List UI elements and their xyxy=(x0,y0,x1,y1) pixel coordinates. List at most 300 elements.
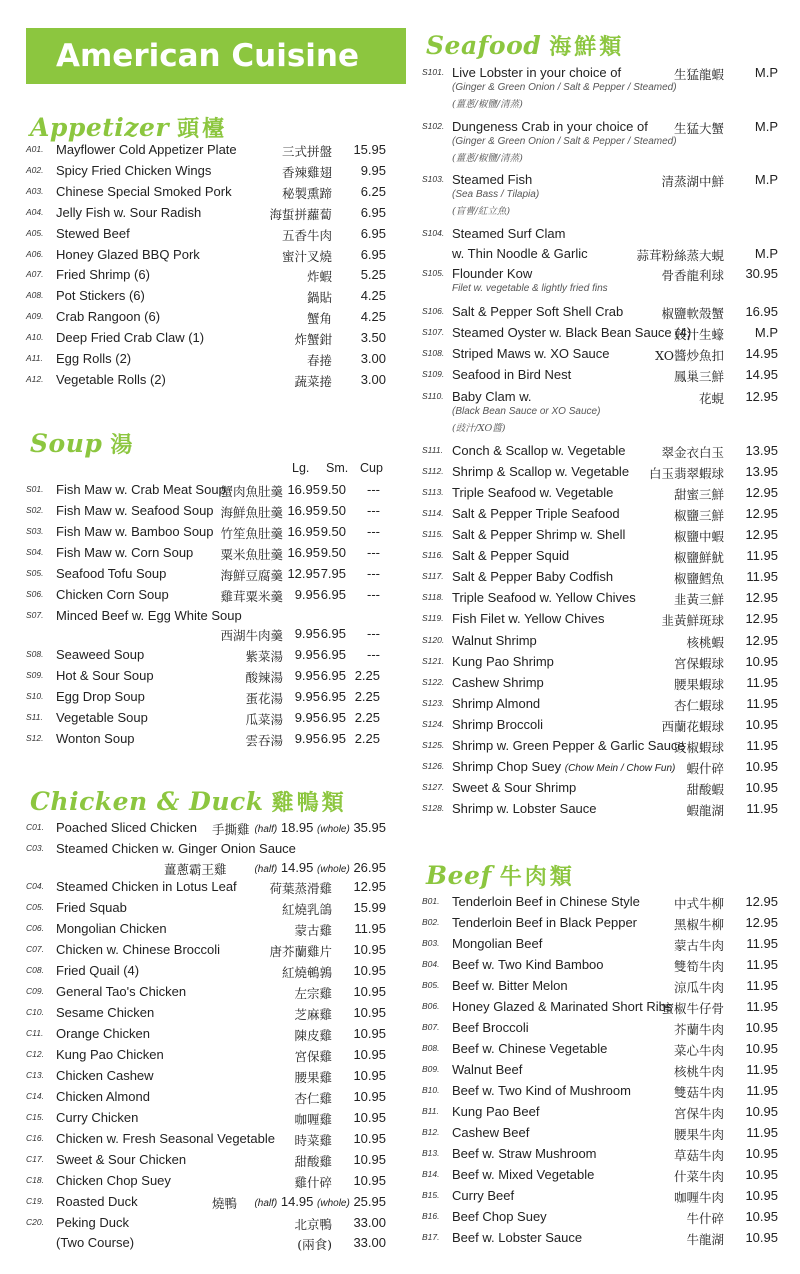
item-name: Fried Shrimp (6) xyxy=(56,267,150,283)
menu-item xyxy=(26,920,386,939)
item-name: Hot & Sour Soup xyxy=(56,668,154,683)
item-code: C20. xyxy=(26,1217,44,1227)
menu-item xyxy=(26,523,386,542)
item-price: 5.25 xyxy=(360,267,386,283)
item-name: Salt & Pepper Squid xyxy=(452,548,570,563)
menu-item xyxy=(26,840,386,859)
item-price: 10.95 xyxy=(353,984,386,999)
item-name-zh: 蝦什碎 xyxy=(686,761,724,776)
item-note: (Sea Bass / Tilapia) xyxy=(452,189,540,200)
item-price: M.P xyxy=(754,119,778,134)
item-name: Chicken Chop Suey xyxy=(56,1173,171,1188)
item-code: B05. xyxy=(422,980,440,990)
item-name: Baby Clam w. xyxy=(452,389,532,404)
half-whole-prices xyxy=(254,820,386,835)
item-name: Chicken Almond xyxy=(56,1089,150,1104)
item-price: 10.95 xyxy=(745,654,778,669)
menu-item xyxy=(26,287,386,306)
item-name: General Tao's Chicken xyxy=(56,984,187,999)
item-price: 6.95 xyxy=(360,246,386,262)
price-lg: 16.95 xyxy=(287,524,320,539)
price-cup: --- xyxy=(367,647,380,662)
item-name: Sweet & Sour Chicken xyxy=(56,1152,187,1167)
item-name: Jelly Fish w. Sour Radish xyxy=(56,204,202,220)
item-name-zh: 紫菜湯 xyxy=(245,649,283,664)
menu-item xyxy=(26,565,386,584)
item-name-zh: 甜酸雞 xyxy=(294,1154,332,1169)
item-name: Cashew Shrimp xyxy=(452,675,544,690)
price-sm: 6.95 xyxy=(320,668,346,683)
item-price: 10.95 xyxy=(353,942,386,957)
chicken-duck-heading xyxy=(30,786,347,817)
item-code: A07. xyxy=(26,269,44,280)
menu-item xyxy=(26,350,386,369)
item-code: S125. xyxy=(422,740,445,750)
item-price: 11.95 xyxy=(354,921,386,936)
item-name: Chicken w. Chinese Broccoli xyxy=(56,942,221,957)
price-cup: --- xyxy=(367,524,380,539)
item-note: (Ginger & Green Onion / Salt & Pepper / Steamed) xyxy=(452,82,677,93)
item-price: 13.95 xyxy=(745,464,778,479)
menu-item xyxy=(422,1061,778,1080)
item-name-zh: 蟹肉魚肚羹 xyxy=(220,484,283,499)
soup-header-sm: Sm. xyxy=(326,461,349,475)
item-name: Kung Pao Chicken xyxy=(56,1047,164,1062)
seafood-title-zh: 海鮮類 xyxy=(549,34,625,60)
item-name: Steamed Chicken w. Ginger Onion Sauce xyxy=(56,841,296,856)
price-sm: 9.50 xyxy=(320,545,346,560)
menu-item xyxy=(422,526,778,545)
item-name-zh: 腰果蝦球 xyxy=(673,677,724,692)
item-name-zh: 陳皮雞 xyxy=(294,1028,332,1043)
item-code: B06. xyxy=(422,1001,440,1011)
menu-item xyxy=(26,544,386,563)
item-code: S113. xyxy=(422,487,444,497)
price-cup: --- xyxy=(367,545,380,560)
price-lg: 9.95 xyxy=(294,587,320,602)
item-price: 33.00 xyxy=(353,1235,386,1250)
price-sm: 7.95 xyxy=(320,566,346,581)
price-cup: 2.25 xyxy=(354,710,380,725)
price-lg: 16.95 xyxy=(287,482,320,497)
price-lg: 9.95 xyxy=(294,626,320,641)
item-code: C10. xyxy=(26,1007,44,1017)
item-name: Salt & Pepper Triple Seafood xyxy=(452,506,620,521)
item-name-zh: 海鮮豆腐羹 xyxy=(220,568,283,583)
item-price: 10.95 xyxy=(353,963,386,978)
item-price: 10.95 xyxy=(353,1089,386,1104)
menu-item xyxy=(422,1208,778,1227)
item-price: 11.95 xyxy=(746,1125,778,1140)
item-price: 12.95 xyxy=(745,590,778,605)
item-name-zh: 雲吞湯 xyxy=(245,733,283,748)
menu-item xyxy=(422,505,778,524)
price-sm: 6.95 xyxy=(320,731,346,746)
item-price: 12.95 xyxy=(745,527,778,542)
menu-item xyxy=(26,371,386,390)
item-name-zh: 芝麻雞 xyxy=(294,1007,332,1022)
item-price: 10.95 xyxy=(353,1173,386,1188)
item-code: S02. xyxy=(26,505,44,515)
item-note-zh: (盲曹/紅立魚) xyxy=(452,206,511,217)
item-name: Egg Rolls (2) xyxy=(56,351,132,366)
half-whole-prices xyxy=(254,860,386,875)
price-lg: 9.95 xyxy=(294,731,320,746)
item-name: Walnut Shrimp xyxy=(452,633,537,648)
menu-item xyxy=(26,730,386,749)
item-price: 4.25 xyxy=(360,288,386,304)
item-code: S112. xyxy=(422,466,444,476)
item-name-zh: 蔬菜捲 xyxy=(294,373,332,389)
menu-item xyxy=(422,171,778,190)
item-name-zh: 杏仁蝦球 xyxy=(673,698,724,713)
item-name-zh: XO醬炒魚扣 xyxy=(655,348,724,363)
item-price: 11.95 xyxy=(746,738,778,753)
item-price: 10.95 xyxy=(745,1146,778,1161)
item-price: 12.95 xyxy=(353,879,386,894)
item-price: M.P xyxy=(754,246,778,261)
item-name: Curry Beef xyxy=(452,1188,515,1203)
item-name: Shrimp & Scallop w. Vegetable xyxy=(452,464,630,479)
item-price: 11.95 xyxy=(746,999,778,1014)
menu-item xyxy=(422,695,778,714)
item-price: 12.95 xyxy=(745,894,778,909)
price-sm: 9.50 xyxy=(320,482,346,497)
item-name-zh: 炸蟹鉗 xyxy=(294,332,332,348)
item-name-zh: 紅燒鵪鶉 xyxy=(281,965,332,980)
item-price: 10.95 xyxy=(745,1209,778,1224)
item-code: A10. xyxy=(26,332,44,343)
item-name: Beef Broccoli xyxy=(452,1020,529,1035)
item-name: Salt & Pepper Baby Codfish xyxy=(452,569,614,584)
item-code: B13. xyxy=(422,1148,440,1158)
item-note: (Ginger & Green Onion / Salt & Pepper / Steamed) xyxy=(452,136,677,147)
item-price: 33.00 xyxy=(353,1215,386,1230)
item-price: 11.95 xyxy=(746,569,778,584)
menu-item xyxy=(422,345,778,364)
item-name-zh: 腰果牛肉 xyxy=(673,1127,724,1142)
half-price: 18.95 xyxy=(280,820,314,835)
menu-item xyxy=(422,303,778,322)
item-name-zh: 薑蔥霸王雞 xyxy=(164,862,227,877)
item-code: C11. xyxy=(26,1028,44,1038)
item-price: 10.95 xyxy=(353,1152,386,1167)
item-code: S01. xyxy=(26,484,44,494)
item-price: 16.95 xyxy=(745,304,778,319)
item-name-zh: 蒙古雞 xyxy=(294,923,332,938)
item-price: 10.95 xyxy=(353,1131,386,1146)
price-cup: 2.25 xyxy=(354,668,380,683)
half-whole-prices xyxy=(254,1194,386,1209)
menu-item xyxy=(422,758,778,777)
item-code: C03. xyxy=(26,843,44,853)
item-name: Sweet & Sour Shrimp xyxy=(452,780,577,795)
item-code: S108. xyxy=(422,348,445,358)
menu-item xyxy=(26,899,386,918)
item-name: Kung Pao Shrimp xyxy=(452,654,554,669)
item-name-zh: 五香牛肉 xyxy=(281,227,332,243)
item-name-zh: 紅燒乳鴿 xyxy=(281,902,332,917)
menu-item xyxy=(26,308,386,327)
menu-item xyxy=(422,568,778,587)
item-name: Shrimp Chop Suey (Chow Mein / Chow Fun) xyxy=(452,759,676,774)
item-code: C06. xyxy=(26,923,44,933)
item-name: Mongolian Beef xyxy=(452,936,543,951)
item-name: Triple Seafood w. Vegetable xyxy=(452,485,614,500)
item-code: B08. xyxy=(422,1043,440,1053)
price-cup: 2.25 xyxy=(354,689,380,704)
item-code: S127. xyxy=(422,782,445,792)
item-code: C04. xyxy=(26,881,44,891)
item-code: C01. xyxy=(26,822,44,832)
price-cup: --- xyxy=(367,503,380,518)
item-code: S07. xyxy=(26,610,44,620)
menu-item xyxy=(26,1067,386,1086)
menu-item xyxy=(422,388,778,407)
item-price: 11.95 xyxy=(746,801,778,816)
chicken-duck-title: Chicken & Duck xyxy=(30,787,264,816)
menu-item xyxy=(26,878,386,897)
item-name: Live Lobster in your choice of xyxy=(452,65,622,80)
item-code: C15. xyxy=(26,1112,44,1122)
item-name-zh: 唐芥蘭雞片 xyxy=(269,944,332,959)
item-code: S117. xyxy=(422,571,444,581)
item-code: A04. xyxy=(26,206,44,217)
price-sm: 9.50 xyxy=(320,503,346,518)
menu-item xyxy=(422,893,778,912)
menu-item xyxy=(26,586,386,605)
item-name-zh: 春捲 xyxy=(306,353,332,368)
item-name-zh: 椒鹽中蝦 xyxy=(673,529,724,544)
item-price: 11.95 xyxy=(746,1083,778,1098)
item-name-zh: 涼瓜牛肉 xyxy=(673,980,724,995)
soup-header-lg: Lg. xyxy=(292,461,310,475)
item-name-zh: 雙筍牛肉 xyxy=(673,959,724,974)
menu-item-cont xyxy=(26,625,386,644)
item-name: Fish Maw w. Seafood Soup xyxy=(56,503,214,518)
menu-item xyxy=(26,1214,386,1233)
item-name-zh: 蛋花湯 xyxy=(245,691,283,706)
menu-item xyxy=(422,1082,778,1101)
item-price: 3.50 xyxy=(360,330,386,346)
item-name-zh: 骨香龍利球 xyxy=(661,268,724,283)
item-name: Chinese Special Smoked Pork xyxy=(56,183,232,199)
item-price: 10.95 xyxy=(745,1104,778,1119)
item-code: C07. xyxy=(26,944,44,954)
american-cuisine-banner: American Cuisine xyxy=(26,28,406,84)
item-name-zh: 宮保牛肉 xyxy=(673,1106,724,1121)
item-code: S03. xyxy=(26,526,44,536)
item-code: S110. xyxy=(422,391,444,401)
whole-label: (whole) xyxy=(317,1198,350,1209)
item-name-zh: 核桃牛肉 xyxy=(673,1064,724,1079)
item-code: S102. xyxy=(422,121,445,131)
item-name: Flounder Kow xyxy=(452,266,533,281)
item-code: A11. xyxy=(26,353,43,363)
item-name: Beef w. Bitter Melon xyxy=(452,978,568,993)
item-code: S10. xyxy=(26,691,44,701)
item-name-zh: 鍋貼 xyxy=(306,290,332,306)
item-price: M.P xyxy=(754,65,778,80)
item-code: B09. xyxy=(422,1064,440,1074)
menu-item xyxy=(26,667,386,686)
item-price: 6.95 xyxy=(360,225,386,241)
item-name: Fish Maw w. Bamboo Soup xyxy=(56,524,214,539)
item-name-zh: 咖喱牛肉 xyxy=(673,1190,724,1205)
item-name: Seafood in Bird Nest xyxy=(452,367,572,382)
item-name-zh: 雞什碎 xyxy=(294,1175,332,1190)
menu-item xyxy=(26,688,386,707)
soup-header-cup: Cup xyxy=(360,461,383,475)
item-code: A08. xyxy=(26,290,44,301)
menu-item xyxy=(26,607,386,626)
menu-item xyxy=(422,265,778,284)
item-price: 12.95 xyxy=(745,506,778,521)
item-price: 12.95 xyxy=(745,389,778,404)
menu-item xyxy=(26,941,386,960)
menu-item xyxy=(26,481,386,500)
item-code: C18. xyxy=(26,1175,44,1185)
item-code: B02. xyxy=(422,917,440,927)
menu-item xyxy=(422,1229,778,1248)
item-name: (Two Course) xyxy=(56,1235,135,1250)
item-name: Curry Chicken xyxy=(56,1110,139,1125)
item-name-zh: 椒鹽鱈魚 xyxy=(673,571,724,586)
item-name: Fish Filet w. Yellow Chives xyxy=(452,611,605,626)
menu-item xyxy=(26,141,386,160)
item-code: S124. xyxy=(422,719,445,729)
item-name: Steamed Chicken in Lotus Leaf xyxy=(56,879,237,894)
menu-item xyxy=(422,1040,778,1059)
item-name: Beef Chop Suey xyxy=(452,1209,547,1224)
item-code: C19. xyxy=(26,1196,44,1206)
menu-item xyxy=(26,1172,386,1191)
menu-item xyxy=(26,1046,386,1065)
appetizer-title-zh: 頭檯 xyxy=(177,116,228,142)
menu-item xyxy=(26,1004,386,1023)
item-price: M.P xyxy=(754,325,778,340)
item-name: Egg Drop Soup xyxy=(56,689,145,704)
item-code: S121. xyxy=(422,656,445,666)
half-label: (half) xyxy=(254,1198,278,1209)
item-name-zh: 宮保蝦球 xyxy=(673,656,724,671)
menu-item xyxy=(422,547,778,566)
item-name: Crab Rangoon (6) xyxy=(56,309,161,325)
item-name: Orange Chicken xyxy=(56,1026,150,1041)
item-name: Seafood Tofu Soup xyxy=(56,566,167,581)
item-code: S04. xyxy=(26,547,44,557)
item-name-zh: 椒鹽鮮魷 xyxy=(673,550,724,565)
item-name-zh: 牛龍湖 xyxy=(686,1232,724,1247)
item-price: 10.95 xyxy=(353,1005,386,1020)
item-name: Striped Maws w. XO Sauce xyxy=(452,346,610,361)
item-name: Steamed Oyster w. Black Bean Sauce (4) xyxy=(452,325,692,340)
item-note-zh: (豉汁/XO醬) xyxy=(452,423,506,434)
item-name-zh: 蜜椒牛仔骨 xyxy=(661,1001,724,1016)
item-note-zh: (薑蔥/椒鹽/清蒸) xyxy=(452,153,523,164)
item-name: Triple Seafood w. Yellow Chives xyxy=(452,590,636,605)
menu-item xyxy=(422,956,778,975)
item-code: B16. xyxy=(422,1211,440,1221)
menu-item xyxy=(422,589,778,608)
price-lg: 16.95 xyxy=(287,503,320,518)
menu-item xyxy=(26,329,386,348)
price-sm: 6.95 xyxy=(320,710,346,725)
item-price: 10.95 xyxy=(353,1047,386,1062)
item-name-zh: 芥蘭牛肉 xyxy=(673,1022,724,1037)
item-price: 11.95 xyxy=(746,1062,778,1077)
item-note: (Black Bean Sauce or XO Sauce) xyxy=(452,406,601,417)
item-name-zh: 西蘭花蝦球 xyxy=(661,719,724,734)
price-cup: --- xyxy=(367,566,380,581)
item-name: Fried Quail (4) xyxy=(56,963,140,978)
item-name: Mongolian Chicken xyxy=(56,921,167,936)
item-price: 6.95 xyxy=(360,204,386,220)
item-name-zh: 豉椒蝦球 xyxy=(673,740,724,755)
item-code: C05. xyxy=(26,902,44,912)
menu-item-cont xyxy=(26,859,386,878)
menu-item xyxy=(422,1145,778,1164)
item-name-zh: 中式牛柳 xyxy=(673,896,724,911)
menu-item xyxy=(26,204,386,223)
item-price: 10.95 xyxy=(745,1041,778,1056)
item-code: C16. xyxy=(26,1133,44,1143)
item-name-zh: 酸辣湯 xyxy=(245,670,283,685)
item-name-zh: 炸蝦 xyxy=(306,269,332,285)
item-price: 14.95 xyxy=(745,367,778,382)
menu-item xyxy=(26,983,386,1002)
item-name-zh: 韭黃鮮斑球 xyxy=(661,613,724,628)
item-name-zh: 腰果雞 xyxy=(294,1070,332,1085)
price-cup: --- xyxy=(367,482,380,497)
whole-price: 25.95 xyxy=(353,1194,386,1209)
item-name-zh: 核桃蝦 xyxy=(686,635,724,650)
price-lg: 9.95 xyxy=(294,647,320,662)
menu-item-cont xyxy=(422,245,778,264)
item-price: 10.95 xyxy=(353,1068,386,1083)
item-name: Fish Maw w. Crab Meat Soup xyxy=(56,482,226,497)
item-price: 30.95 xyxy=(745,266,778,281)
menu-item xyxy=(26,183,386,202)
item-name: Roasted Duck xyxy=(56,1194,138,1209)
price-sm: 6.95 xyxy=(320,626,346,641)
menu-item xyxy=(26,1088,386,1107)
item-name-zh: 蜜汁叉燒 xyxy=(281,248,332,264)
item-name: Fried Squab xyxy=(56,900,127,915)
item-name: Honey Glazed & Marinated Short Ribs xyxy=(452,999,673,1014)
menu-item xyxy=(26,1234,386,1253)
item-name-zh: 清蒸湖中鮮 xyxy=(661,174,724,189)
menu-item xyxy=(26,225,386,244)
item-name: Chicken Cashew xyxy=(56,1068,154,1083)
item-code: S111. xyxy=(422,445,443,455)
item-name-line2: w. Thin Noodle & Garlic xyxy=(452,246,588,261)
price-sm: 6.95 xyxy=(320,647,346,662)
item-code: C17. xyxy=(26,1154,44,1164)
item-name: Shrimp w. Lobster Sauce xyxy=(452,801,597,816)
item-code: B03. xyxy=(422,938,440,948)
seafood-title: Seafood xyxy=(426,31,542,60)
menu-item xyxy=(422,779,778,798)
whole-label: (whole) xyxy=(317,824,350,835)
half-label: (half) xyxy=(254,824,278,835)
menu-item xyxy=(422,1019,778,1038)
item-price: 4.25 xyxy=(360,309,386,325)
item-code: S05. xyxy=(26,568,44,578)
item-code: S09. xyxy=(26,670,44,680)
whole-price: 26.95 xyxy=(353,860,386,875)
item-code: S114. xyxy=(422,508,444,518)
